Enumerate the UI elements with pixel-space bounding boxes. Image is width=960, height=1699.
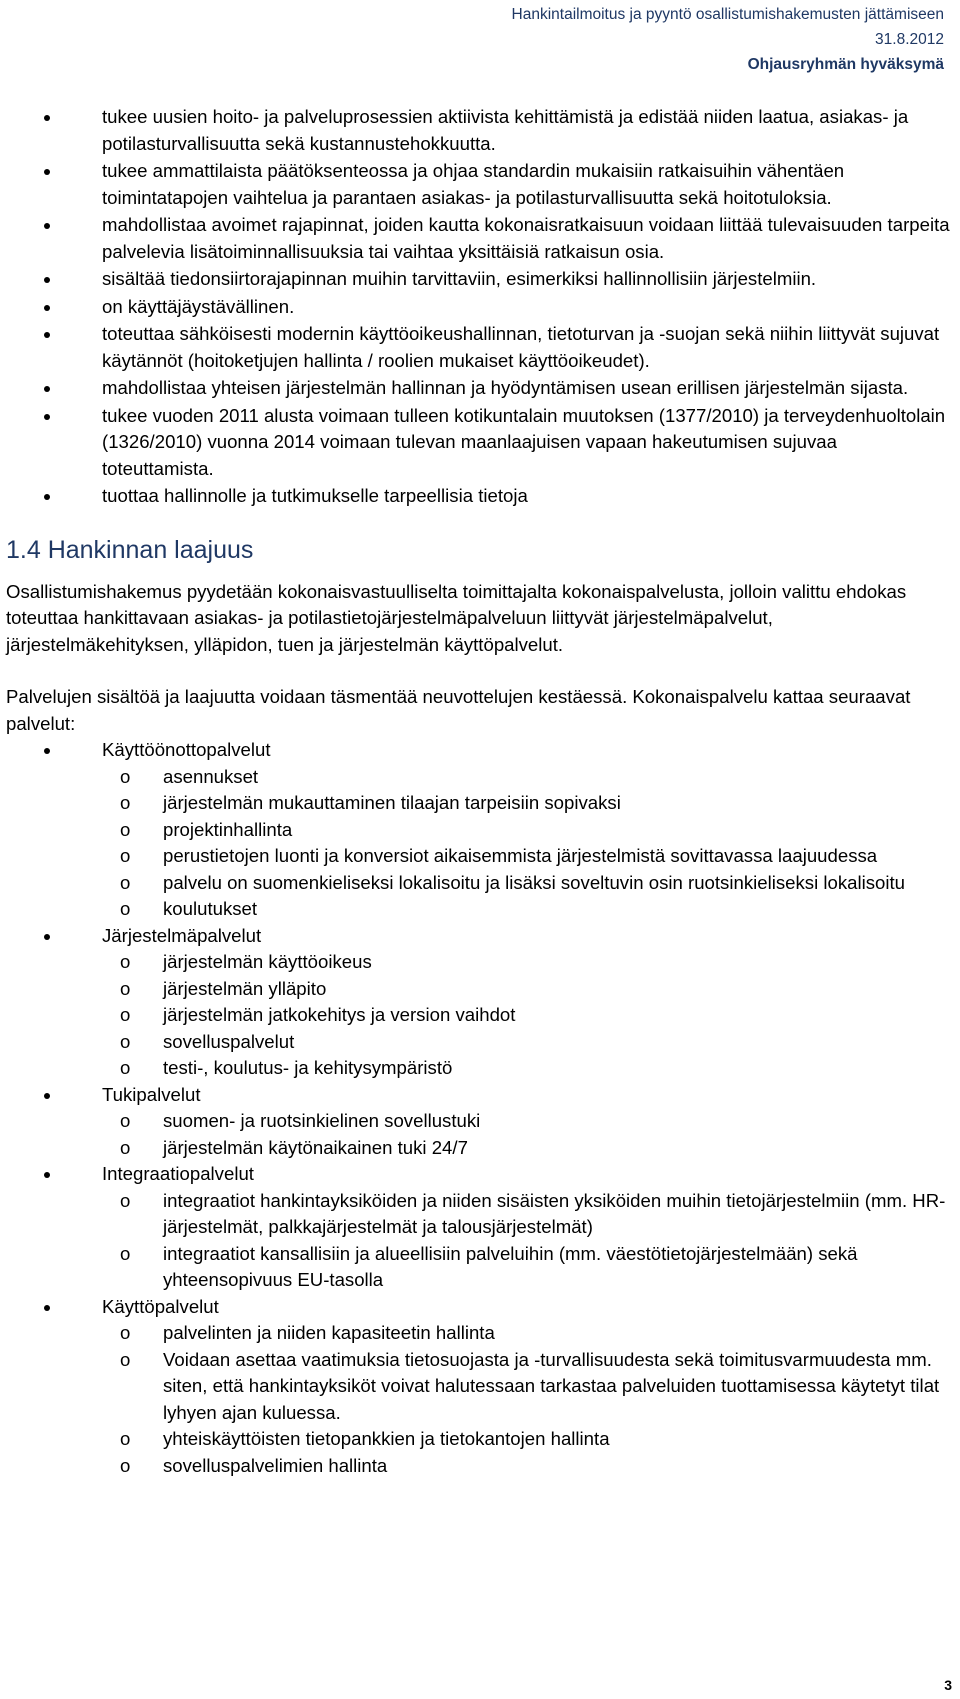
sub-bullet-icon: o bbox=[120, 1189, 131, 1211]
intro-bullet-text: sisältää tiedonsiirtorajapinnan muihin tarvittaviin, esimerkiksi hallinnollisiin järjestelmiin. bbox=[102, 268, 817, 289]
section-paragraph-1: Osallistumishakemus pyydetään kokonaisvastuulliselta toimittajalta kokonaispalvelusta, jolloin valittu ehdokas toteuttaa hankittavaan asiakas- ja potilastietojärjestelmäpalveluun liittyvät järjestelmäpalvelut, järjestelmäkehityksen, ylläpidon, tuen ja järjestelmän käyttöpalvelut. bbox=[6, 580, 907, 655]
service-item bbox=[6, 1135, 950, 1162]
service-item-text: sovelluspalvelimien hallinta bbox=[163, 1454, 388, 1476]
header-status: Ohjausryhmän hyväksymä bbox=[747, 56, 944, 73]
service-group-label: Tukipalvelut bbox=[102, 1083, 201, 1105]
intro-bullet-text: tuottaa hallinnolle ja tutkimukselle tarpeellisia tietoja bbox=[102, 485, 528, 506]
intro-bullet-item bbox=[6, 321, 950, 374]
service-item-text: koulutukset bbox=[163, 898, 258, 919]
service-item-text: sovelluspalvelut bbox=[163, 1030, 295, 1052]
service-item bbox=[6, 1426, 950, 1453]
service-item bbox=[6, 1453, 950, 1480]
bullet-dot-icon bbox=[44, 934, 50, 940]
service-group-label: Järjestelmäpalvelut bbox=[102, 924, 262, 946]
service-item-text: testi-, koulutus- ja kehitysympäristö bbox=[163, 1057, 453, 1078]
sub-bullet-icon: o bbox=[120, 977, 131, 999]
header-date: 31.8.2012 bbox=[875, 31, 944, 48]
service-item bbox=[6, 1002, 950, 1029]
service-item-list bbox=[102, 1320, 950, 1479]
service-item bbox=[6, 896, 950, 923]
page-number: 3 bbox=[944, 1677, 952, 1693]
bullet-dot-icon bbox=[44, 494, 50, 500]
sub-bullet-icon: o bbox=[120, 1428, 131, 1449]
intro-bullet-text: tukee vuoden 2011 alusta voimaan tulleen kotikuntalain muutoksen (1377/2010) ja terveydenhuoltolain (1326/2010) vuonna 2014 voimaan tulevan maanlaajuisen vapaan hakeutumisen sujuvaa toteuttamista. bbox=[102, 404, 946, 479]
service-item bbox=[6, 790, 950, 817]
bullet-dot-icon bbox=[44, 115, 50, 121]
header-title: Hankintailmoitus ja pyyntö osallistumishakemusten jättämiseen bbox=[511, 6, 944, 23]
service-item-text: integraatiot hankintayksiköiden ja niiden sisäisten yksiköiden muihin tietojärjestelmiin (mm. HR-järjestelmät, palkkajärjestelmät ja talousjärjestelmät) bbox=[163, 1189, 946, 1237]
service-item-text: järjestelmän mukauttaminen tilaajan tarpeisiin sopivaksi bbox=[163, 792, 621, 813]
service-item bbox=[6, 1108, 950, 1135]
intro-bullet-item bbox=[6, 266, 950, 293]
sub-bullet-icon: o bbox=[120, 898, 131, 919]
sub-bullet-icon: o bbox=[120, 1242, 131, 1264]
sub-bullet-icon: o bbox=[120, 1110, 131, 1131]
bullet-dot-icon bbox=[44, 1305, 50, 1311]
service-item-text: suomen- ja ruotsinkielinen sovellustuki bbox=[163, 1110, 481, 1131]
service-group bbox=[6, 1294, 950, 1480]
service-item-text: järjestelmän käytönaikainen tuki 24/7 bbox=[163, 1136, 468, 1158]
service-item-text: järjestelmän jatkokehitys ja version vaihdot bbox=[163, 1004, 516, 1025]
bullet-dot-icon bbox=[44, 386, 50, 392]
service-item-text: yhteiskäyttöisten tietopankkien ja tietokantojen hallinta bbox=[163, 1428, 610, 1449]
service-item bbox=[6, 764, 950, 791]
service-group bbox=[6, 1161, 950, 1294]
service-item-text: järjestelmän ylläpito bbox=[163, 977, 327, 999]
bullet-dot-icon bbox=[44, 748, 50, 754]
service-item bbox=[6, 1029, 950, 1056]
service-item-text: palvelinten ja niiden kapasiteetin hallinta bbox=[163, 1322, 495, 1343]
intro-bullet-text: tukee ammattilaista päätöksenteossa ja ohjaa standardin mukaisiin ratkaisuihin vähentäen toimintatapojen vaihtelua ja parantaen asiakas- ja potilasturvallisuutta sekä hoitotuloksia. bbox=[102, 160, 845, 208]
intro-bullet-item bbox=[6, 294, 950, 321]
sub-bullet-icon: o bbox=[120, 1004, 131, 1025]
sub-bullet-icon: o bbox=[120, 1136, 131, 1158]
sub-bullet-icon: o bbox=[120, 1322, 131, 1343]
sub-bullet-icon: o bbox=[120, 1454, 131, 1476]
sub-bullet-icon: o bbox=[120, 871, 131, 893]
bullet-dot-icon bbox=[44, 414, 50, 420]
bullet-dot-icon bbox=[44, 223, 50, 229]
service-group bbox=[6, 923, 950, 1082]
service-item-text: järjestelmän käyttöoikeus bbox=[163, 951, 372, 972]
service-item-list bbox=[102, 1188, 950, 1294]
service-item-text: asennukset bbox=[163, 765, 259, 787]
service-item-text: integraatiot kansallisiin ja alueellisiin palveluihin (mm. väestötietojärjestelmään) sekä yhteensopivuus EU-tasolla bbox=[163, 1242, 858, 1290]
sub-bullet-icon: o bbox=[120, 1057, 131, 1078]
intro-bullet-text: mahdollistaa avoimet rajapinnat, joiden kautta kokonaisratkaisuun voidaan liittää tulevaisuuden tarpeita palvelevia lisätoiminnallisuuksia tai vaihtaa yksittäisiä ratkaisun osia. bbox=[102, 214, 950, 262]
sub-bullet-icon: o bbox=[120, 818, 131, 840]
sub-bullet-icon: o bbox=[120, 1348, 131, 1370]
bullet-dot-icon bbox=[44, 277, 50, 283]
service-item-list bbox=[102, 764, 950, 923]
service-group bbox=[6, 737, 950, 923]
service-item bbox=[6, 1055, 950, 1082]
service-group bbox=[6, 1082, 950, 1162]
bullet-dot-icon bbox=[44, 305, 50, 311]
service-item-text: projektinhallinta bbox=[163, 818, 293, 840]
intro-bullet-list bbox=[6, 104, 950, 510]
sub-bullet-icon: o bbox=[120, 792, 131, 813]
service-group-label: Käyttöpalvelut bbox=[102, 1295, 219, 1317]
service-item-text: perustietojen luonti ja konversiot aikaisemmista järjestelmistä sovittavassa laajuudessa bbox=[163, 845, 878, 866]
service-item bbox=[6, 949, 950, 976]
intro-bullet-item bbox=[6, 158, 950, 211]
bullet-dot-icon bbox=[44, 1172, 50, 1178]
intro-bullet-item bbox=[6, 104, 950, 157]
sub-bullet-icon: o bbox=[120, 845, 131, 866]
page-header bbox=[512, 2, 944, 77]
service-item-list bbox=[102, 1108, 950, 1161]
section-paragraph-2: Palvelujen sisältöä ja laajuutta voidaan täsmentää neuvottelujen kestäessä. Kokonaispalvelu kattaa seuraavat palvelut: bbox=[6, 686, 911, 734]
sub-bullet-icon: o bbox=[120, 765, 131, 787]
bullet-dot-icon bbox=[44, 332, 50, 338]
intro-bullet-text: tukee uusien hoito- ja palveluprosessien aktiivista kehittämistä ja edistää niiden laatua, asiakas- ja potilasturvallisuutta sekä kustannustehokkuutta. bbox=[102, 106, 909, 154]
service-item-text: Voidaan asettaa vaatimuksia tietosuojasta ja -turvallisuudesta sekä toimitusvarmuudesta mm. siten, että hankintayksiköt voivat halutessaan tarkastaa palveluiden tuottamisessa käytetyt tilat lyhyen ajan kuluessa. bbox=[163, 1348, 940, 1423]
service-item bbox=[6, 976, 950, 1003]
service-item bbox=[6, 870, 950, 897]
service-item bbox=[6, 1320, 950, 1347]
service-group-label: Integraatiopalvelut bbox=[102, 1163, 254, 1184]
intro-bullet-item bbox=[6, 212, 950, 265]
services-list bbox=[6, 737, 950, 1479]
sub-bullet-icon: o bbox=[120, 951, 131, 972]
service-item-list bbox=[102, 949, 950, 1082]
intro-bullet-text: on käyttäjäystävällinen. bbox=[102, 295, 295, 317]
document-body bbox=[6, 104, 950, 1479]
intro-bullet-text: toteuttaa sähköisesti modernin käyttöoikeushallinnan, tietoturvan ja -suojan sekä niihin liittyvät sujuvat käytännöt (hoitoketjujen hallinta / roolien mukaiset käyttöoikeudet). bbox=[102, 323, 940, 371]
intro-bullet-item bbox=[6, 375, 950, 402]
service-item bbox=[6, 843, 950, 870]
intro-bullet-item bbox=[6, 483, 950, 510]
service-item bbox=[6, 1188, 950, 1241]
service-item bbox=[6, 1241, 950, 1294]
intro-bullet-item bbox=[6, 403, 950, 483]
bullet-dot-icon bbox=[44, 1093, 50, 1099]
sub-bullet-icon: o bbox=[120, 1030, 131, 1052]
service-item bbox=[6, 817, 950, 844]
service-item-text: palvelu on suomenkieliseksi lokalisoitu ja lisäksi soveltuvin osin ruotsinkieliseksi lokalisoitu bbox=[163, 871, 906, 893]
bullet-dot-icon bbox=[44, 169, 50, 175]
section-heading: 1.4 Hankinnan laajuus bbox=[6, 535, 254, 564]
service-item bbox=[6, 1347, 950, 1427]
service-group-label: Käyttöönottopalvelut bbox=[102, 739, 271, 760]
intro-bullet-text: mahdollistaa yhteisen järjestelmän hallinnan ja hyödyntämisen usean erillisen järjestelmän sijasta. bbox=[102, 377, 909, 398]
